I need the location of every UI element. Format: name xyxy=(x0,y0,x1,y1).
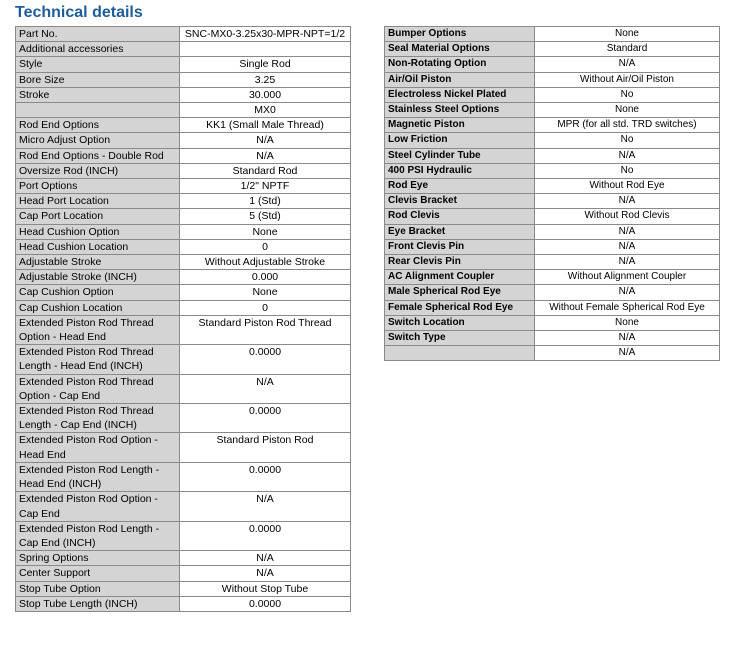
spec-label: Head Port Location xyxy=(16,194,180,209)
spec-value: 0.000 xyxy=(180,270,351,285)
spec-label: Stop Tube Option xyxy=(16,581,180,596)
spec-row xyxy=(16,462,351,491)
spec-value: 0.0000 xyxy=(180,596,351,611)
spec-value: N/A xyxy=(180,374,351,403)
spec-label: Spring Options xyxy=(16,551,180,566)
spec-row xyxy=(16,163,351,178)
spec-label: Head Cushion Option xyxy=(16,224,180,239)
spec-value: N/A xyxy=(535,285,720,300)
spec-value: None xyxy=(535,27,720,42)
spec-label: Bore Size xyxy=(16,72,180,87)
spec-label: Adjustable Stroke (INCH) xyxy=(16,270,180,285)
spec-label: Rod Eye xyxy=(385,179,535,194)
spec-value: MPR (for all std. TRD switches) xyxy=(535,118,720,133)
spec-value: N/A xyxy=(180,551,351,566)
spec-label: Extended Piston Rod Thread Option - Cap End xyxy=(16,374,180,403)
spec-label: Extended Piston Rod Option - Cap End xyxy=(16,492,180,521)
spec-value: N/A xyxy=(180,133,351,148)
spec-row xyxy=(16,194,351,209)
spec-label: Bumper Options xyxy=(385,27,535,42)
spec-value: No xyxy=(535,163,720,178)
spec-value: No xyxy=(535,133,720,148)
spec-row xyxy=(16,374,351,403)
spec-label: Additional accessories xyxy=(16,42,180,57)
spec-value: Without Stop Tube xyxy=(180,581,351,596)
spec-row xyxy=(16,118,351,133)
spec-label: Head Cushion Location xyxy=(16,239,180,254)
spec-value: 0.0000 xyxy=(180,462,351,491)
spec-label: Micro Adjust Option xyxy=(16,133,180,148)
spec-label: Center Support xyxy=(16,566,180,581)
spec-row xyxy=(385,133,720,148)
spec-label xyxy=(16,103,180,118)
spec-row xyxy=(385,57,720,72)
spec-row xyxy=(385,209,720,224)
spec-value: None xyxy=(180,224,351,239)
spec-label: Front Clevis Pin xyxy=(385,239,535,254)
spec-row xyxy=(16,133,351,148)
spec-label: Air/Oil Piston xyxy=(385,72,535,87)
spec-row xyxy=(16,566,351,581)
spec-label: Rear Clevis Pin xyxy=(385,255,535,270)
spec-row xyxy=(385,179,720,194)
spec-value: None xyxy=(535,103,720,118)
spec-label: Part No. xyxy=(16,27,180,42)
spec-row xyxy=(16,596,351,611)
spec-row xyxy=(385,270,720,285)
spec-row xyxy=(16,300,351,315)
spec-value: 1 (Std) xyxy=(180,194,351,209)
spec-value: Without Female Spherical Rod Eye xyxy=(535,300,720,315)
spec-value: SNC-MX0-3.25x30-MPR-NPT=1/2 xyxy=(180,27,351,42)
spec-value: 0.0000 xyxy=(180,345,351,374)
spec-label: Rod End Options - Double Rod xyxy=(16,148,180,163)
page-title: Technical details xyxy=(15,4,143,21)
spec-value xyxy=(180,42,351,57)
spec-value: 5 (Std) xyxy=(180,209,351,224)
spec-row xyxy=(385,346,720,361)
spec-value: 0 xyxy=(180,300,351,315)
spec-row xyxy=(16,103,351,118)
spec-value: No xyxy=(535,87,720,102)
spec-row xyxy=(385,285,720,300)
spec-row xyxy=(16,345,351,374)
spec-row xyxy=(16,72,351,87)
spec-label: Electroless Nickel Plated xyxy=(385,87,535,102)
spec-value: 0 xyxy=(180,239,351,254)
spec-label: Seal Material Options xyxy=(385,42,535,57)
spec-row xyxy=(385,331,720,346)
spec-value: MX0 xyxy=(180,103,351,118)
spec-row xyxy=(385,194,720,209)
spec-label: Stainless Steel Options xyxy=(385,103,535,118)
spec-label: Extended Piston Rod Thread Option - Head End xyxy=(16,315,180,344)
spec-row xyxy=(16,224,351,239)
spec-value: N/A xyxy=(535,346,720,361)
spec-label: Cap Cushion Option xyxy=(16,285,180,300)
spec-row xyxy=(385,72,720,87)
spec-value: Standard xyxy=(535,42,720,57)
spec-row xyxy=(385,148,720,163)
spec-row xyxy=(16,255,351,270)
spec-label: Rod Clevis xyxy=(385,209,535,224)
spec-label: Stroke xyxy=(16,87,180,102)
spec-row xyxy=(385,315,720,330)
spec-value: None xyxy=(535,315,720,330)
spec-label: Steel Cylinder Tube xyxy=(385,148,535,163)
spec-label xyxy=(385,346,535,361)
spec-value: N/A xyxy=(180,148,351,163)
spec-row xyxy=(16,57,351,72)
spec-label: Rod End Options xyxy=(16,118,180,133)
spec-row xyxy=(16,27,351,42)
spec-label: Female Spherical Rod Eye xyxy=(385,300,535,315)
spec-row xyxy=(16,239,351,254)
spec-row xyxy=(385,27,720,42)
spec-row xyxy=(385,255,720,270)
spec-label: Extended Piston Rod Option - Head End xyxy=(16,433,180,462)
spec-label: Eye Bracket xyxy=(385,224,535,239)
spec-label: AC Alignment Coupler xyxy=(385,270,535,285)
spec-row xyxy=(385,224,720,239)
spec-value: Without Air/Oil Piston xyxy=(535,72,720,87)
spec-value: Single Rod xyxy=(180,57,351,72)
spec-label: Extended Piston Rod Length - Cap End (INCH) xyxy=(16,521,180,550)
spec-label: Extended Piston Rod Thread Length - Head End (INCH) xyxy=(16,345,180,374)
spec-value: 0.0000 xyxy=(180,521,351,550)
spec-row xyxy=(16,492,351,521)
spec-value: Standard Piston Rod Thread xyxy=(180,315,351,344)
spec-value: N/A xyxy=(535,331,720,346)
spec-label: Cap Cushion Location xyxy=(16,300,180,315)
spec-label: Switch Type xyxy=(385,331,535,346)
spec-label: 400 PSI Hydraulic xyxy=(385,163,535,178)
spec-value: N/A xyxy=(535,224,720,239)
spec-row xyxy=(16,87,351,102)
spec-value: 1/2" NPTF xyxy=(180,179,351,194)
spec-row xyxy=(385,163,720,178)
spec-value: None xyxy=(180,285,351,300)
spec-value: N/A xyxy=(535,57,720,72)
spec-row xyxy=(16,209,351,224)
spec-label: Adjustable Stroke xyxy=(16,255,180,270)
spec-value: 3.25 xyxy=(180,72,351,87)
spec-value: Without Adjustable Stroke xyxy=(180,255,351,270)
spec-value: N/A xyxy=(180,566,351,581)
spec-row xyxy=(16,285,351,300)
spec-value: N/A xyxy=(535,255,720,270)
spec-row xyxy=(16,581,351,596)
technical-details-table-right xyxy=(384,26,720,361)
spec-value: Without Rod Clevis xyxy=(535,209,720,224)
spec-label: Non-Rotating Option xyxy=(385,57,535,72)
spec-row xyxy=(385,42,720,57)
spec-value: KK1 (Small Male Thread) xyxy=(180,118,351,133)
spec-value: Standard Piston Rod xyxy=(180,433,351,462)
spec-label: Oversize Rod (INCH) xyxy=(16,163,180,178)
spec-value: Without Alignment Coupler xyxy=(535,270,720,285)
spec-value: N/A xyxy=(535,148,720,163)
spec-row xyxy=(385,87,720,102)
spec-value: Standard Rod xyxy=(180,163,351,178)
spec-row xyxy=(385,118,720,133)
spec-row xyxy=(385,300,720,315)
spec-value: N/A xyxy=(535,194,720,209)
spec-label: Cap Port Location xyxy=(16,209,180,224)
spec-value: 30.000 xyxy=(180,87,351,102)
spec-row xyxy=(16,404,351,433)
spec-row xyxy=(16,270,351,285)
technical-details-table-left xyxy=(15,26,351,612)
spec-label: Extended Piston Rod Thread Length - Cap End (INCH) xyxy=(16,404,180,433)
spec-row xyxy=(385,103,720,118)
spec-row xyxy=(16,433,351,462)
spec-value: N/A xyxy=(535,239,720,254)
spec-label: Low Friction xyxy=(385,133,535,148)
spec-label: Style xyxy=(16,57,180,72)
spec-label: Switch Location xyxy=(385,315,535,330)
spec-row xyxy=(16,148,351,163)
spec-label: Clevis Bracket xyxy=(385,194,535,209)
spec-row xyxy=(385,239,720,254)
spec-label: Male Spherical Rod Eye xyxy=(385,285,535,300)
spec-row xyxy=(16,521,351,550)
spec-label: Magnetic Piston xyxy=(385,118,535,133)
spec-row xyxy=(16,179,351,194)
spec-label: Port Options xyxy=(16,179,180,194)
spec-value: N/A xyxy=(180,492,351,521)
spec-value: 0.0000 xyxy=(180,404,351,433)
spec-row xyxy=(16,551,351,566)
spec-label: Extended Piston Rod Length - Head End (INCH) xyxy=(16,462,180,491)
spec-label: Stop Tube Length (INCH) xyxy=(16,596,180,611)
spec-row xyxy=(16,42,351,57)
spec-row xyxy=(16,315,351,344)
spec-value: Without Rod Eye xyxy=(535,179,720,194)
